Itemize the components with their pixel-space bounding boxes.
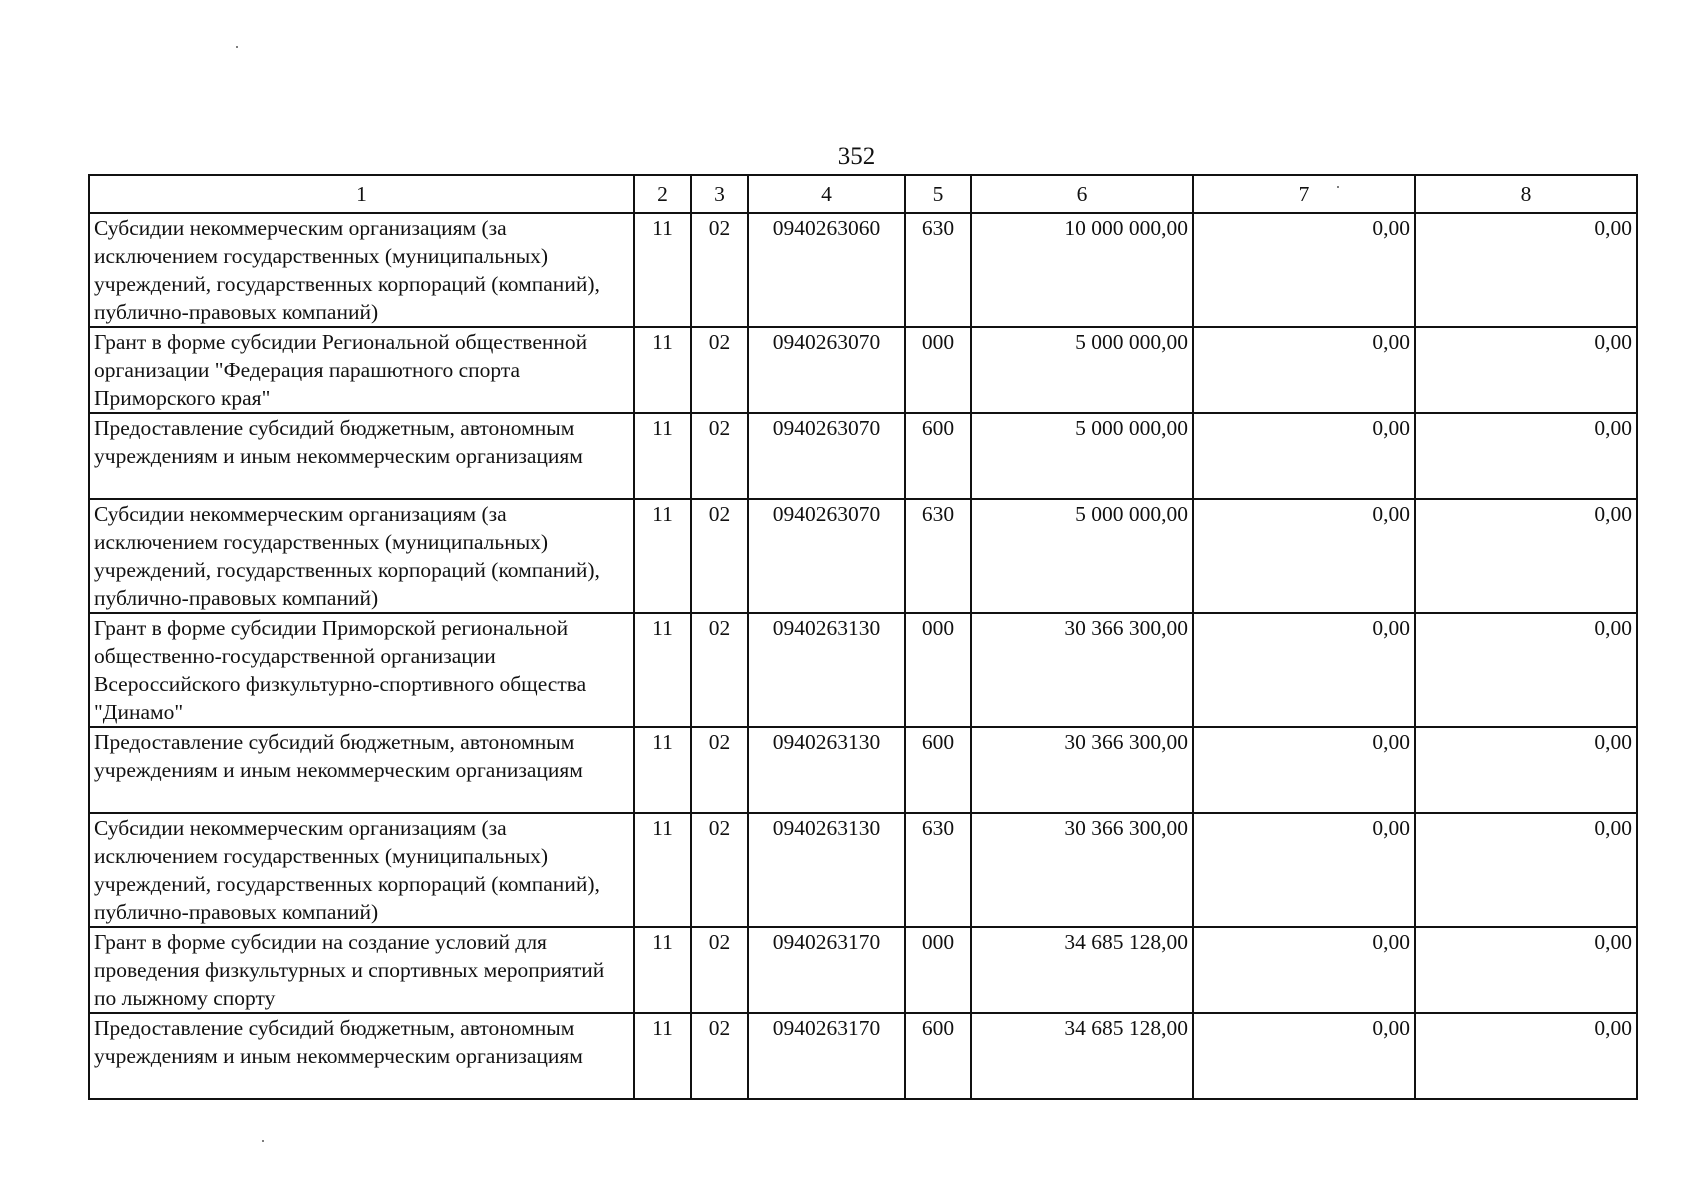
row-name-cell: Субсидии некоммерческим организациям (за исключением государственных (муниципальных) учреждений, государственных корпораций (компаний), публично-правовых компаний) [89,499,634,613]
subsection-code-cell: 02 [691,499,748,613]
amount-col8-cell: 0,00 [1415,213,1637,327]
column-header-3: 3 [691,175,748,213]
section-code-cell: 11 [634,927,691,1013]
target-article-cell: 0940263060 [748,213,905,327]
amount-col8-cell: 0,00 [1415,927,1637,1013]
amount-col7-cell: 0,00 [1193,813,1415,927]
subsection-code-cell: 02 [691,213,748,327]
amount-col6-cell: 5 000 000,00 [971,499,1193,613]
amount-col6-cell: 5 000 000,00 [971,413,1193,499]
table-body [89,213,1637,1099]
table-row [89,927,1637,1013]
target-article-cell: 0940263070 [748,499,905,613]
amount-col8-cell: 0,00 [1415,1013,1637,1099]
amount-col7-cell: 0,00 [1193,413,1415,499]
amount-col7-cell: 0,00 [1193,613,1415,727]
table-row [89,613,1637,727]
target-article-cell: 0940263130 [748,613,905,727]
section-code-cell: 11 [634,727,691,813]
expense-type-cell: 000 [905,613,971,727]
target-article-cell: 0940263130 [748,813,905,927]
subsection-code-cell: 02 [691,413,748,499]
amount-col6-cell: 34 685 128,00 [971,927,1193,1013]
row-name-cell: Грант в форме субсидии Региональной общественной организации "Федерация парашютного спорта Приморского края" [89,327,634,413]
table-row [89,413,1637,499]
scan-speck [1337,186,1339,188]
table-row [89,499,1637,613]
scan-speck [262,1140,264,1142]
table-row [89,813,1637,927]
expense-type-cell: 000 [905,927,971,1013]
target-article-cell: 0940263170 [748,1013,905,1099]
expense-type-cell: 000 [905,327,971,413]
table-header [89,175,1637,213]
row-name-cell: Предоставление субсидий бюджетным, автономным учреждениям и иным некоммерческим организациям [89,1013,634,1099]
subsection-code-cell: 02 [691,1013,748,1099]
amount-col6-cell: 34 685 128,00 [971,1013,1193,1099]
subsection-code-cell: 02 [691,927,748,1013]
row-name-cell: Предоставление субсидий бюджетным, автономным учреждениям и иным некоммерческим организациям [89,727,634,813]
expense-type-cell: 600 [905,1013,971,1099]
amount-col6-cell: 30 366 300,00 [971,613,1193,727]
column-header-7: 7 [1193,175,1415,213]
column-header-6: 6 [971,175,1193,213]
amount-col6-cell: 5 000 000,00 [971,327,1193,413]
page-number: 352 [837,143,876,170]
budget-table [88,174,1638,1100]
subsection-code-cell: 02 [691,727,748,813]
table-row [89,727,1637,813]
scan-speck [236,46,238,48]
section-code-cell: 11 [634,499,691,613]
subsection-code-cell: 02 [691,327,748,413]
column-header-4: 4 [748,175,905,213]
column-header-8: 8 [1415,175,1637,213]
section-code-cell: 11 [634,413,691,499]
section-code-cell: 11 [634,1013,691,1099]
row-name-cell: Предоставление субсидий бюджетным, автономным учреждениям и иным некоммерческим организациям [89,413,634,499]
amount-col7-cell: 0,00 [1193,927,1415,1013]
section-code-cell: 11 [634,327,691,413]
column-header-1: 1 [89,175,634,213]
row-name-cell: Субсидии некоммерческим организациям (за исключением государственных (муниципальных) учреждений, государственных корпораций (компаний), публично-правовых компаний) [89,213,634,327]
amount-col8-cell: 0,00 [1415,813,1637,927]
amount-col7-cell: 0,00 [1193,327,1415,413]
amount-col8-cell: 0,00 [1415,413,1637,499]
subsection-code-cell: 02 [691,813,748,927]
section-code-cell: 11 [634,813,691,927]
expense-type-cell: 630 [905,499,971,613]
amount-col6-cell: 30 366 300,00 [971,813,1193,927]
column-header-5: 5 [905,175,971,213]
row-name-cell: Грант в форме субсидии на создание условий для проведения физкультурных и спортивных мероприятий по лыжному спорту [89,927,634,1013]
amount-col7-cell: 0,00 [1193,1013,1415,1099]
row-name-cell: Грант в форме субсидии Приморской региональной общественно-государственной организации Всероссийского физкультурно-спортивного общества "Динамо" [89,613,634,727]
target-article-cell: 0940263130 [748,727,905,813]
amount-col6-cell: 10 000 000,00 [971,213,1193,327]
header-row [89,175,1637,213]
amount-col8-cell: 0,00 [1415,327,1637,413]
column-header-2: 2 [634,175,691,213]
section-code-cell: 11 [634,613,691,727]
subsection-code-cell: 02 [691,613,748,727]
section-code-cell: 11 [634,213,691,327]
table-row [89,327,1637,413]
amount-col7-cell: 0,00 [1193,499,1415,613]
amount-col7-cell: 0,00 [1193,213,1415,327]
amount-col8-cell: 0,00 [1415,613,1637,727]
target-article-cell: 0940263070 [748,327,905,413]
table-row [89,1013,1637,1099]
row-name-cell: Субсидии некоммерческим организациям (за исключением государственных (муниципальных) учреждений, государственных корпораций (компаний), публично-правовых компаний) [89,813,634,927]
target-article-cell: 0940263070 [748,413,905,499]
amount-col8-cell: 0,00 [1415,727,1637,813]
expense-type-cell: 630 [905,213,971,327]
expense-type-cell: 600 [905,413,971,499]
expense-type-cell: 630 [905,813,971,927]
amount-col7-cell: 0,00 [1193,727,1415,813]
expense-type-cell: 600 [905,727,971,813]
target-article-cell: 0940263170 [748,927,905,1013]
amount-col8-cell: 0,00 [1415,499,1637,613]
amount-col6-cell: 30 366 300,00 [971,727,1193,813]
table-row [89,213,1637,327]
